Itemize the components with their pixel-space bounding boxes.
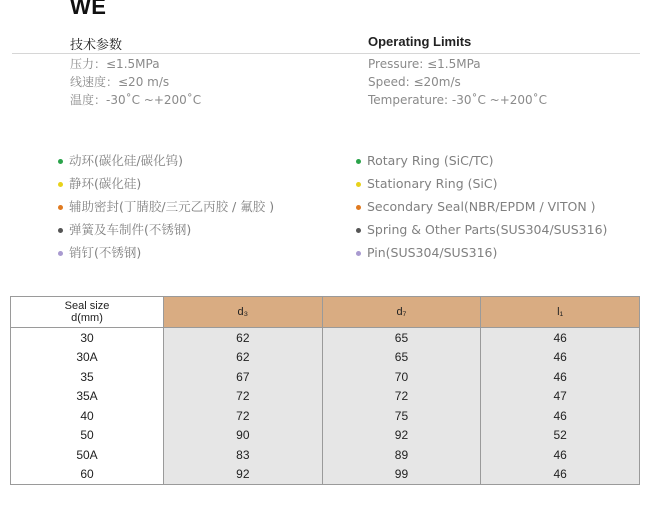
d7-cell: 72 bbox=[322, 387, 481, 407]
seal-size-cell: 30A bbox=[11, 348, 164, 368]
material-item-cn bbox=[58, 220, 274, 243]
column-header-d7: d₇ bbox=[322, 297, 481, 328]
seal-size-cell: 35 bbox=[11, 367, 164, 387]
material-item-cn bbox=[58, 174, 274, 197]
bullet-dot-icon bbox=[356, 182, 361, 187]
table-row bbox=[11, 367, 640, 387]
bullet-dot-icon bbox=[58, 182, 63, 187]
seal-size-cell: 60 bbox=[11, 465, 164, 485]
material-label: 弹簧及车制件(不锈钢) bbox=[69, 222, 192, 237]
l1-cell: 46 bbox=[481, 328, 640, 348]
d3-cell: 72 bbox=[164, 387, 323, 407]
d7-cell: 65 bbox=[322, 328, 481, 348]
table-row bbox=[11, 387, 640, 407]
table-row bbox=[11, 426, 640, 446]
table-row bbox=[11, 465, 640, 485]
limit-temperature-en: Temperature: -30˚C ~+200˚C bbox=[368, 93, 548, 107]
material-item-cn bbox=[58, 243, 274, 266]
l1-cell: 47 bbox=[481, 387, 640, 407]
limits-list-cn bbox=[70, 55, 201, 109]
d7-cell: 70 bbox=[322, 367, 481, 387]
limit-pressure-cn: 压力：≤1.5MPa bbox=[70, 57, 160, 71]
d3-cell: 62 bbox=[164, 348, 323, 368]
seal-size-table bbox=[10, 296, 640, 485]
d7-cell: 65 bbox=[322, 348, 481, 368]
d7-cell: 89 bbox=[322, 445, 481, 465]
bullet-dot-icon bbox=[58, 159, 63, 164]
limits-list-en bbox=[368, 55, 547, 109]
material-item-en bbox=[356, 220, 607, 243]
material-label: Secondary Seal(NBR/EPDM / VITON ) bbox=[367, 199, 596, 214]
limit-speed-cn: 线速度：≤20 m/s bbox=[70, 75, 170, 89]
column-header-d3: d₃ bbox=[164, 297, 323, 328]
material-item-en bbox=[356, 197, 607, 220]
l1-cell: 52 bbox=[481, 426, 640, 446]
material-label: Pin(SUS304/SUS316) bbox=[367, 245, 498, 260]
seal-size-cell: 30 bbox=[11, 328, 164, 348]
column-header-l1: l₁ bbox=[481, 297, 640, 328]
d3-cell: 90 bbox=[164, 426, 323, 446]
limit-pressure-en: Pressure: ≤1.5MPa bbox=[368, 57, 481, 71]
materials-list-cn bbox=[58, 151, 274, 266]
material-label: Stationary Ring (SiC) bbox=[367, 176, 498, 191]
materials-list-en bbox=[356, 151, 607, 266]
table-row bbox=[11, 445, 640, 465]
technical-parameters-heading: 技术参数 bbox=[70, 38, 123, 53]
seal-size-cell: 50A bbox=[11, 445, 164, 465]
material-label: 销钉(不锈钢) bbox=[69, 245, 142, 260]
d7-cell: 99 bbox=[322, 465, 481, 485]
material-item-cn bbox=[58, 197, 274, 220]
d3-cell: 72 bbox=[164, 406, 323, 426]
d7-cell: 75 bbox=[322, 406, 481, 426]
table-header-row bbox=[11, 297, 640, 328]
material-label: Spring & Other Parts(SUS304/SUS316) bbox=[367, 222, 608, 237]
limit-temperature-cn: 温度：-30˚C ~+200˚C bbox=[70, 93, 202, 107]
seal-size-cell: 40 bbox=[11, 406, 164, 426]
seal-size-cell: 50 bbox=[11, 426, 164, 446]
bullet-dot-icon bbox=[356, 228, 361, 233]
l1-cell: 46 bbox=[481, 348, 640, 368]
bullet-dot-icon bbox=[356, 159, 361, 164]
table-row bbox=[11, 406, 640, 426]
d7-cell: 92 bbox=[322, 426, 481, 446]
bullet-dot-icon bbox=[356, 251, 361, 256]
d3-cell: 83 bbox=[164, 445, 323, 465]
l1-cell: 46 bbox=[481, 406, 640, 426]
table-row bbox=[11, 348, 640, 368]
material-label: 动环(碳化硅/碳化钨) bbox=[69, 153, 183, 168]
seal-size-header-line1: Seal size bbox=[64, 300, 110, 312]
d3-cell: 62 bbox=[164, 328, 323, 348]
material-label: Rotary Ring (SiC/TC) bbox=[367, 153, 494, 168]
limit-speed-en: Speed: ≤20m/s bbox=[368, 75, 461, 89]
l1-cell: 46 bbox=[481, 367, 640, 387]
material-label: 辅助密封(丁腈胶/三元乙丙胶 / 氟胶 ) bbox=[69, 199, 275, 214]
bullet-dot-icon bbox=[58, 251, 63, 256]
l1-cell: 46 bbox=[481, 465, 640, 485]
seal-size-cell: 35A bbox=[11, 387, 164, 407]
material-item-en bbox=[356, 174, 607, 197]
operating-limits-heading: Operating Limits bbox=[368, 34, 472, 49]
material-item-en bbox=[356, 151, 607, 174]
l1-cell: 46 bbox=[481, 445, 640, 465]
material-item-en bbox=[356, 243, 607, 266]
bullet-dot-icon bbox=[58, 228, 63, 233]
d3-cell: 92 bbox=[164, 465, 323, 485]
seal-size-header bbox=[11, 297, 164, 328]
seal-size-header-line2: d(mm) bbox=[71, 312, 103, 324]
d3-cell: 67 bbox=[164, 367, 323, 387]
bullet-dot-icon bbox=[356, 205, 361, 210]
heading-divider bbox=[12, 53, 640, 54]
product-title: WE bbox=[70, 0, 107, 19]
bullet-dot-icon bbox=[58, 205, 63, 210]
material-label: 静环(碳化硅) bbox=[69, 176, 142, 191]
table-row bbox=[11, 328, 640, 348]
material-item-cn bbox=[58, 151, 274, 174]
